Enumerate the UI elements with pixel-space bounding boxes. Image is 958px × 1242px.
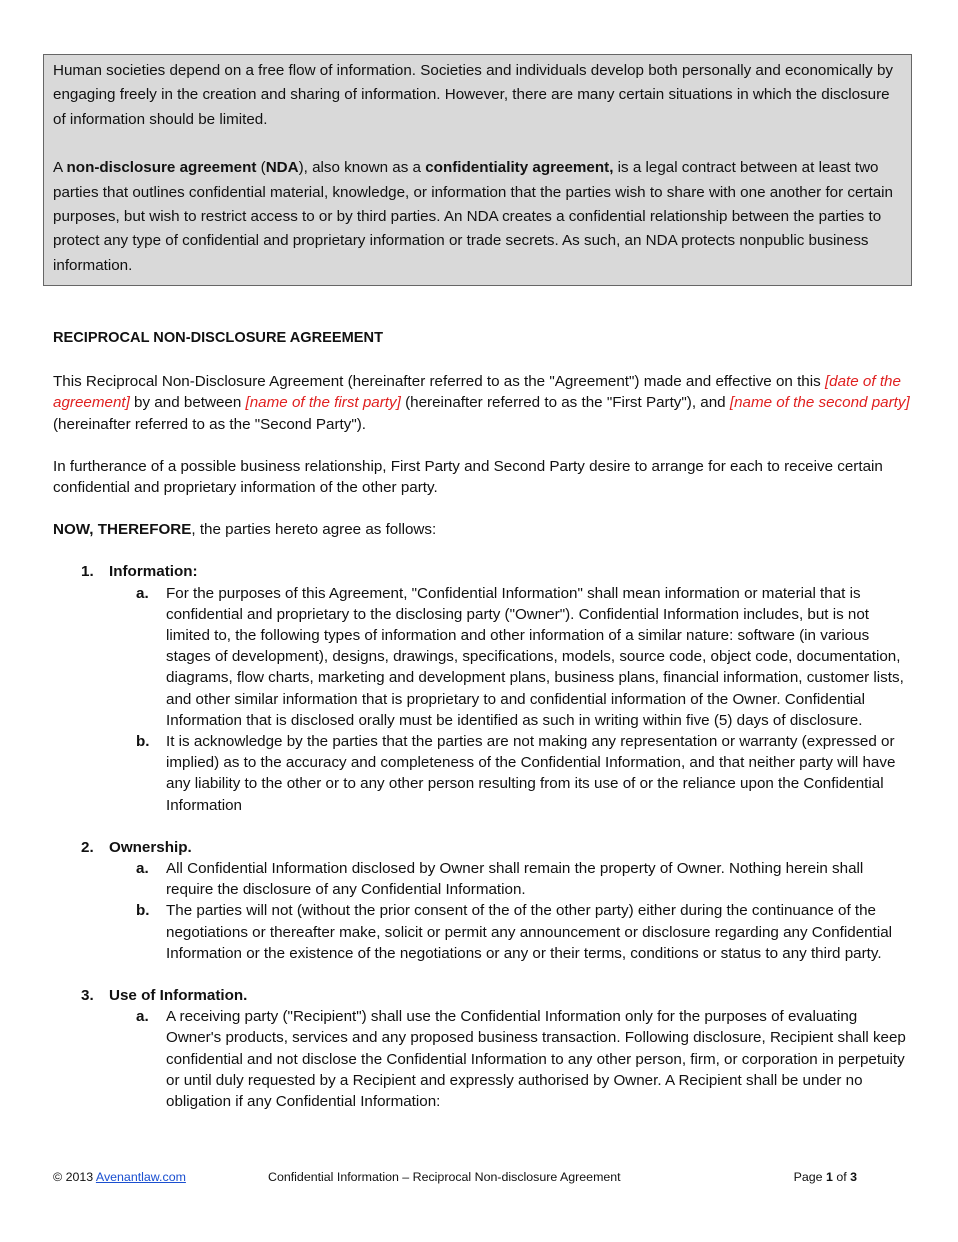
page-footer xyxy=(53,1168,857,1186)
section-title: Use of Information. xyxy=(109,987,248,1005)
footer-title: Confidential Information – Reciprocal Non-disclosure Agreement xyxy=(268,1170,621,1184)
section-title: Information: xyxy=(109,563,198,581)
clause-item xyxy=(136,858,906,900)
text-run: A xyxy=(53,159,67,177)
nda-term: non-disclosure agreement xyxy=(66,159,257,177)
copyright-text: © 2013 xyxy=(53,1170,96,1184)
section-title: Ownership. xyxy=(109,838,192,856)
clause-item xyxy=(136,1006,906,1112)
page-indicator xyxy=(794,1168,857,1186)
text-run: This Reciprocal Non-Disclosure Agreement (hereinafter referred to as the "Agreement") made and effective on this xyxy=(53,373,825,391)
clause-item xyxy=(136,731,906,816)
nda-abbrev: NDA xyxy=(265,159,299,177)
preamble-paragraph xyxy=(53,371,913,435)
clause-text: For the purposes of this Agreement, "Confidential Information" shall mean information or material that is confidential and proprietary to the disclosing party ("Owner"). Confidential Information includes, but is not limited to, the following types of information and other information of a similar nature: software (in various stages of development), designs, drawings, specifications, models, source code, object code, documentation, diagrams, flow charts, marketing and development plans, business plans, financial information, customer lists, and other similar information that is proprietary to and confidential information of the Owner. Confidential Information that is disclosed orally must be identified as such in writing within five (5) days of disclosure. xyxy=(166,584,904,729)
text-run: (hereinafter referred to as the "Second Party"). xyxy=(53,415,366,433)
clause-letter: a. xyxy=(136,860,149,878)
footer-copyright xyxy=(53,1168,186,1186)
clause-text: All Confidential Information disclosed by Owner shall remain the property of Owner. Nothing herein shall require the disclosure of any Confidential Information. xyxy=(166,860,864,899)
clause-letter: b. xyxy=(136,902,150,920)
intro-paragraph-1: Human societies depend on a free flow of information. Societies and individuals develop both personally and economically by engaging freely in the creation and sharing of information. However, there are many certain situations in which the disclosure of information should be limited. xyxy=(53,62,894,128)
clause-letter: b. xyxy=(136,733,150,751)
avenantlaw-link[interactable]: Avenantlaw.com xyxy=(95,1170,186,1184)
page-total: 3 xyxy=(850,1170,857,1184)
text-run: ), also known as a xyxy=(298,159,426,177)
intro-paragraph-2 xyxy=(53,156,901,278)
placeholder-second-party: [name of the second party] xyxy=(729,394,910,412)
page-label: Page xyxy=(793,1170,826,1184)
placeholder-first-party: [name of the first party] xyxy=(245,394,401,412)
therefore-bold: NOW, THEREFORE xyxy=(53,521,192,539)
clause-letter: a. xyxy=(136,1008,149,1026)
clause-text: It is acknowledge by the parties that the parties are not making any representation or warranty (expressed or implied) as to the accuracy and completeness of the Confidential Information, and that neither party will have any liability to the other or to any other person resulting from its use of or the reliance upon the Confidential Information xyxy=(166,733,896,814)
section-use-of-information xyxy=(53,985,913,1112)
clause-item xyxy=(136,583,906,731)
confidentiality-term: confidentiality agreement, xyxy=(425,159,614,177)
text-run: , the parties hereto agree as follows: xyxy=(191,521,437,539)
text-run: (hereinafter referred to as the "First Party"), and xyxy=(400,394,730,412)
therefore-paragraph xyxy=(53,519,913,540)
placeholder-date: [date of the agreement] xyxy=(53,373,901,412)
section-number: 1. xyxy=(81,563,94,581)
clause-text: The parties will not (without the prior consent of the of the other party) either during the continuance of the negotiations or thereafter make, solicit or permit any announcement or disclosure regarding any Confidential Information or the existence of the negotiations or any or their terms, conditions or status to any third party. xyxy=(166,902,893,962)
section-number: 2. xyxy=(81,838,94,856)
intro-box xyxy=(43,54,912,286)
page-of: of xyxy=(832,1170,851,1184)
clause-item xyxy=(136,900,906,964)
clause-letter: a. xyxy=(136,584,149,602)
agreement-title: RECIPROCAL NON-DISCLOSURE AGREEMENT xyxy=(53,330,383,346)
page-number: 1 xyxy=(825,1170,833,1184)
agreement-body xyxy=(53,328,913,1112)
purpose-paragraph: In furtherance of a possible business relationship, First Party and Second Party desire to arrange for each to receive certain confidential and proprietary information of the other party. xyxy=(53,457,883,497)
text-run: is a legal contract between at least two parties that outlines confidential material, knowledge, or information that the parties wish to share with one another for certain purposes, but wish to restrict access to or by third parties. An NDA creates a confidential relationship between the parties to protect any type of confidential and proprietary information or trade secrets. As such, an NDA protects nonpublic business information. xyxy=(53,159,893,274)
clause-text: A receiving party ("Recipient") shall use the Confidential Information only for the purposes of evaluating Owner's products, services and any proposed business transaction. Following disclosure, Recipient shall keep confidential and not disclose the Confidential Information to any other person, firm, or corporation in perpetuity or until duly requested by a Recipient and expressly authorised by Owner. A Recipient shall be under no obligation if any Confidential Information: xyxy=(166,1008,906,1111)
section-information xyxy=(53,561,913,815)
section-ownership xyxy=(53,837,913,964)
text-run: by and between xyxy=(129,394,246,412)
section-number: 3. xyxy=(81,987,94,1005)
text-run: ( xyxy=(256,159,266,177)
